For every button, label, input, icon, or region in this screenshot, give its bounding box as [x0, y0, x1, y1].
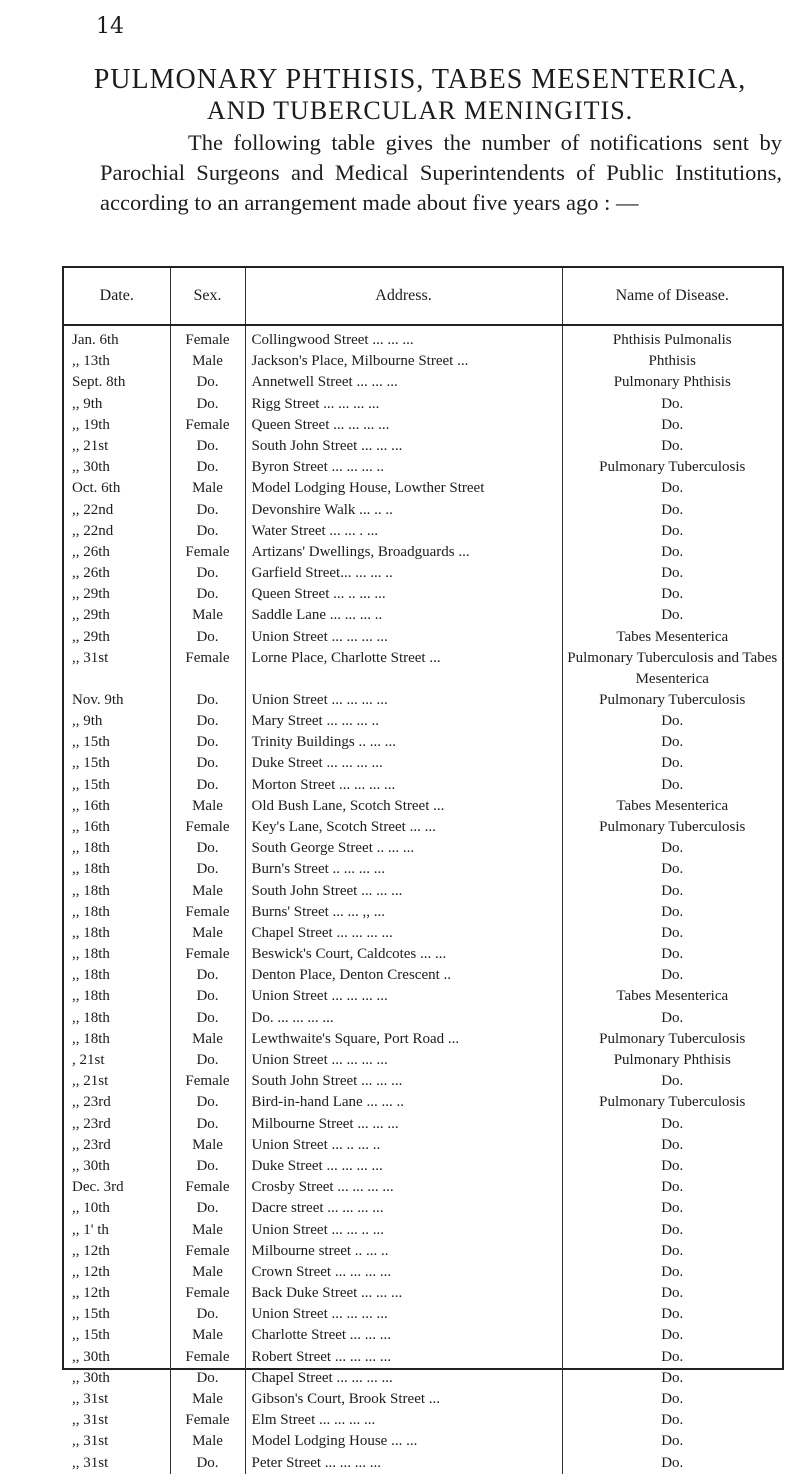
address-cell: Burn's Street .. ... ... ...: [245, 859, 562, 880]
date-cell: ,, 31st: [72, 1454, 109, 1471]
date-cell: ,, 18th: [72, 861, 110, 878]
sex-cell: Do.: [170, 732, 245, 753]
disease-cell: Do.: [562, 478, 782, 499]
date-cell: ,, 10th: [72, 1200, 110, 1217]
date-cell: ,, 23rd: [72, 1136, 111, 1153]
disease-cell: Tabes Mesenterica: [562, 627, 782, 648]
disease-cell: Do.: [562, 1008, 782, 1029]
table-row: [64, 500, 782, 521]
disease-cell: Do.: [562, 838, 782, 859]
date-cell: ,, 13th: [72, 353, 110, 370]
address-cell: Water Street ... ... . ...: [245, 521, 562, 542]
address-cell: South George Street .. ... ...: [245, 838, 562, 859]
disease-cell: Do.: [562, 1389, 782, 1410]
date-cell: ,, 30th: [72, 1348, 110, 1365]
address-cell: South John Street ... ... ...: [245, 436, 562, 457]
table-row: [64, 732, 782, 753]
date-cell: ,, 31st: [72, 1433, 109, 1450]
table-row: [64, 351, 782, 372]
date-cell: ,, 12th: [72, 1242, 110, 1259]
address-cell: Denton Place, Denton Crescent ..: [245, 965, 562, 986]
page-title: PULMONARY PHTHISIS, TABES MESENTERICA,: [93, 64, 747, 95]
disease-cell: Do.: [562, 1431, 782, 1452]
address-cell: Crosby Street ... ... ... ...: [245, 1177, 562, 1198]
sex-cell: Male: [170, 1220, 245, 1241]
sex-cell: Male: [170, 1262, 245, 1283]
table-row: [64, 775, 782, 796]
table-row: [64, 1347, 782, 1368]
table-row: [64, 1389, 782, 1410]
address-cell: Key's Lane, Scotch Street ... ...: [245, 817, 562, 838]
sex-cell: Do.: [170, 1304, 245, 1325]
table-row: [64, 1071, 782, 1092]
table-row: [64, 1220, 782, 1241]
table-header-row: [64, 268, 782, 325]
table-row: [64, 521, 782, 542]
date-cell: ,, 21st: [72, 437, 109, 454]
notifications-table: [64, 268, 782, 1474]
sex-cell: Do.: [170, 1092, 245, 1113]
address-cell: Queen Street ... .. ... ...: [245, 584, 562, 605]
table-row: [64, 944, 782, 965]
date-cell: ,, 31st: [72, 649, 109, 666]
date-cell: ,, 22nd: [72, 522, 114, 539]
sex-cell: Do.: [170, 1008, 245, 1029]
disease-cell: Phthisis Pulmonalis: [562, 325, 782, 351]
address-cell: Milbourne street .. ... ..: [245, 1241, 562, 1262]
table-row: [64, 965, 782, 986]
address-cell: Byron Street ... ... ... ..: [245, 457, 562, 478]
address-cell: Artizans' Dwellings, Broadguards ...: [245, 542, 562, 563]
sex-cell: Do.: [170, 394, 245, 415]
table-row: [64, 325, 782, 351]
table-row: [64, 457, 782, 478]
address-cell: Old Bush Lane, Scotch Street ...: [245, 796, 562, 817]
disease-cell: Pulmonary Phthisis: [562, 372, 782, 393]
table-row: [64, 627, 782, 648]
date-cell: ,, 23rd: [72, 1094, 111, 1111]
address-cell: Burns' Street ... ... ,, ...: [245, 902, 562, 923]
sex-cell: Female: [170, 1283, 245, 1304]
table-row: [64, 1198, 782, 1219]
disease-cell: Do.: [562, 1156, 782, 1177]
address-cell: Union Street ... ... ... ...: [245, 690, 562, 711]
table-body: [64, 325, 782, 1474]
address-cell: Elm Street ... ... ... ...: [245, 1410, 562, 1431]
date-cell: ,, 31st: [72, 1412, 109, 1429]
table-row: [64, 1453, 782, 1474]
sex-cell: Do.: [170, 1050, 245, 1071]
table-row: [64, 394, 782, 415]
sex-cell: Do.: [170, 500, 245, 521]
date-cell: ,, 19th: [72, 416, 110, 433]
date-cell: Jan. 6th: [72, 332, 119, 348]
disease-cell: Do.: [562, 965, 782, 986]
date-cell: , 21st: [72, 1052, 105, 1068]
disease-cell: Do.: [562, 753, 782, 774]
table-row: [64, 542, 782, 563]
disease-cell: Do.: [562, 584, 782, 605]
sex-cell: Do.: [170, 436, 245, 457]
table-row: [64, 881, 782, 902]
notifications-table-frame: [62, 266, 784, 1471]
disease-cell: Do.: [562, 415, 782, 436]
date-cell: ,, 18th: [72, 840, 110, 857]
address-cell: Union Street ... ... ... ...: [245, 1304, 562, 1325]
disease-cell: Do.: [562, 923, 782, 944]
disease-cell: Do.: [562, 1453, 782, 1474]
disease-cell: Do.: [562, 775, 782, 796]
page-number: 14: [96, 14, 124, 39]
date-cell: ,, 18th: [72, 946, 110, 963]
table-row: [64, 1431, 782, 1452]
sex-cell: Do.: [170, 584, 245, 605]
table-row: [64, 859, 782, 880]
address-cell: Beswick's Court, Caldcotes ... ...: [245, 944, 562, 965]
table-row: [64, 436, 782, 457]
address-cell: Morton Street ... ... ... ...: [245, 775, 562, 796]
address-cell: Peter Street ... ... ... ...: [245, 1453, 562, 1474]
table-row: [64, 1262, 782, 1283]
address-cell: Model Lodging House ... ...: [245, 1431, 562, 1452]
address-cell: Union Street ... ... ... ...: [245, 986, 562, 1007]
sex-cell: Male: [170, 605, 245, 626]
date-cell: ,, 12th: [72, 1263, 110, 1280]
date-cell: ,, 18th: [72, 903, 110, 920]
address-cell: Union Street ... ... ... ...: [245, 627, 562, 648]
table-row: [64, 1241, 782, 1262]
sex-cell: Male: [170, 1389, 245, 1410]
date-cell: ,, 29th: [72, 586, 110, 603]
date-cell: ,, 15th: [72, 776, 110, 793]
table-row: [64, 711, 782, 732]
sex-cell: Do.: [170, 965, 245, 986]
sex-cell: Female: [170, 542, 245, 563]
address-cell: Duke Street ... ... ... ...: [245, 753, 562, 774]
disease-cell: Tabes Mesenterica: [562, 986, 782, 1007]
date-cell: ,, 23rd: [72, 1115, 111, 1132]
table-row: [64, 986, 782, 1007]
date-cell: ,, 12th: [72, 1285, 110, 1302]
date-cell: ,, 26th: [72, 543, 110, 560]
address-cell: Robert Street ... ... ... ...: [245, 1347, 562, 1368]
address-cell: Milbourne Street ... ... ...: [245, 1114, 562, 1135]
table-row: [64, 648, 782, 690]
table-row: [64, 1092, 782, 1113]
sex-cell: Do.: [170, 859, 245, 880]
disease-cell: Do.: [562, 1241, 782, 1262]
sex-cell: Male: [170, 478, 245, 499]
disease-cell: Do.: [562, 1325, 782, 1346]
date-cell: ,, 15th: [72, 1306, 110, 1323]
sex-cell: Female: [170, 648, 245, 690]
sex-cell: Female: [170, 325, 245, 351]
disease-cell: Do.: [562, 436, 782, 457]
disease-cell: Do.: [562, 1304, 782, 1325]
address-cell: Devonshire Walk ... .. ..: [245, 500, 562, 521]
disease-cell: Do.: [562, 1283, 782, 1304]
date-cell: ,, 9th: [72, 395, 103, 412]
date-cell: ,, 21st: [72, 1073, 109, 1090]
page-subtitle: AND TUBERCULAR MENINGITIS.: [206, 96, 634, 125]
sex-cell: Do.: [170, 457, 245, 478]
disease-cell: Do.: [562, 1347, 782, 1368]
date-cell: ,, 15th: [72, 734, 110, 751]
sex-cell: Female: [170, 944, 245, 965]
sex-cell: Do.: [170, 986, 245, 1007]
disease-cell: Do.: [562, 1071, 782, 1092]
date-cell: ,, 18th: [72, 967, 110, 984]
address-cell: Annetwell Street ... ... ...: [245, 372, 562, 393]
address-cell: Lorne Place, Charlotte Street ...: [245, 648, 562, 690]
sex-cell: Do.: [170, 627, 245, 648]
disease-cell: Do.: [562, 542, 782, 563]
table-row: [64, 838, 782, 859]
column-header-disease: Name of Disease.: [562, 268, 782, 325]
sex-cell: Female: [170, 1241, 245, 1262]
disease-cell: Do.: [562, 563, 782, 584]
sex-cell: Male: [170, 1431, 245, 1452]
address-cell: Chapel Street ... ... ... ...: [245, 923, 562, 944]
date-cell: Oct. 6th: [72, 480, 121, 497]
table-row: [64, 1368, 782, 1389]
disease-cell: Tabes Mesenterica: [562, 796, 782, 817]
address-cell: Crown Street ... ... ... ...: [245, 1262, 562, 1283]
date-cell: ,, 18th: [72, 1030, 110, 1047]
sex-cell: Male: [170, 881, 245, 902]
sex-cell: Do.: [170, 690, 245, 711]
disease-cell: Do.: [562, 711, 782, 732]
address-cell: Gibson's Court, Brook Street ...: [245, 1389, 562, 1410]
disease-cell: Do.: [562, 1262, 782, 1283]
date-cell: ,, 30th: [72, 459, 110, 476]
address-cell: Rigg Street ... ... ... ...: [245, 394, 562, 415]
sex-cell: Do.: [170, 563, 245, 584]
date-cell: Dec. 3rd: [72, 1179, 124, 1196]
column-header-sex: Sex.: [170, 268, 245, 325]
disease-cell: Do.: [562, 859, 782, 880]
sex-cell: Female: [170, 817, 245, 838]
address-cell: Jackson's Place, Milbourne Street ...: [245, 351, 562, 372]
address-cell: Garfield Street... ... ... ..: [245, 563, 562, 584]
disease-cell: Do.: [562, 732, 782, 753]
sex-cell: Do.: [170, 1368, 245, 1389]
sex-cell: Female: [170, 415, 245, 436]
table-row: [64, 563, 782, 584]
address-cell: Duke Street ... ... ... ...: [245, 1156, 562, 1177]
address-cell: Saddle Lane ... ... ... ..: [245, 605, 562, 626]
address-cell: Union Street ... .. ... ..: [245, 1135, 562, 1156]
column-header-date: Date.: [64, 268, 170, 325]
date-cell: ,, 29th: [72, 607, 110, 624]
table-row: [64, 1050, 782, 1071]
sex-cell: Female: [170, 1071, 245, 1092]
disease-cell: Do.: [562, 1135, 782, 1156]
table-row: [64, 478, 782, 499]
table-row: [64, 1135, 782, 1156]
disease-cell: Do.: [562, 1177, 782, 1198]
table-row: [64, 415, 782, 436]
sex-cell: Do.: [170, 1114, 245, 1135]
sex-cell: Male: [170, 1029, 245, 1050]
disease-cell: Do.: [562, 394, 782, 415]
table-row: [64, 1283, 782, 1304]
disease-cell: Do.: [562, 521, 782, 542]
address-cell: Chapel Street ... ... ... ...: [245, 1368, 562, 1389]
sex-cell: Male: [170, 1135, 245, 1156]
sex-cell: Do.: [170, 775, 245, 796]
table-row: [64, 1008, 782, 1029]
table-row: [64, 1177, 782, 1198]
address-cell: Do. ... ... ... ...: [245, 1008, 562, 1029]
date-cell: ,, 30th: [72, 1369, 110, 1386]
address-cell: Model Lodging House, Lowther Street: [245, 478, 562, 499]
sex-cell: Female: [170, 1347, 245, 1368]
address-cell: Dacre street ... ... ... ...: [245, 1198, 562, 1219]
date-cell: ,, 18th: [72, 1009, 110, 1026]
table-row: [64, 605, 782, 626]
sex-cell: Do.: [170, 711, 245, 732]
date-cell: ,, 26th: [72, 565, 110, 582]
sex-cell: Female: [170, 1177, 245, 1198]
date-cell: Sept. 8th: [72, 374, 126, 391]
sex-cell: Do.: [170, 1198, 245, 1219]
table-row: [64, 1114, 782, 1135]
disease-cell: Pulmonary Tuberculosis: [562, 457, 782, 478]
disease-cell: Do.: [562, 1198, 782, 1219]
address-cell: Collingwood Street ... ... ...: [245, 325, 562, 351]
date-cell: ,, 15th: [72, 1327, 110, 1344]
disease-cell: Do.: [562, 944, 782, 965]
table-row: [64, 1325, 782, 1346]
sex-cell: Male: [170, 1325, 245, 1346]
sex-cell: Male: [170, 351, 245, 372]
date-cell: ,, 16th: [72, 797, 110, 814]
date-cell: ,, 16th: [72, 818, 110, 835]
date-cell: ,, 22nd: [72, 501, 114, 518]
disease-cell: Pulmonary Phthisis: [562, 1050, 782, 1071]
date-cell: ,, 15th: [72, 755, 110, 772]
disease-cell: Do.: [562, 605, 782, 626]
table-row: [64, 796, 782, 817]
sex-cell: Male: [170, 923, 245, 944]
date-cell: ,, 31st: [72, 1391, 109, 1407]
sex-cell: Do.: [170, 372, 245, 393]
address-cell: Bird-in-hand Lane ... ... ..: [245, 1092, 562, 1113]
table-row: [64, 1410, 782, 1431]
disease-cell: Do.: [562, 902, 782, 923]
intro-paragraph: The following table gives the number of notifications sent by Parochial Surgeons and Medical Superintendents of Public Institutions, according to an arrangement made about five years ago : —: [100, 130, 782, 215]
address-cell: South John Street ... ... ...: [245, 1071, 562, 1092]
address-cell: Mary Street ... ... ... ..: [245, 711, 562, 732]
sex-cell: Do.: [170, 1156, 245, 1177]
date-cell: ,, 1' th: [72, 1221, 109, 1238]
column-header-address: Address.: [245, 268, 562, 325]
address-cell: Union Street ... ... .. ...: [245, 1220, 562, 1241]
date-cell: ,, 9th: [72, 713, 103, 729]
address-cell: Back Duke Street ... ... ...: [245, 1283, 562, 1304]
sex-cell: Female: [170, 902, 245, 923]
disease-cell: Do.: [562, 881, 782, 902]
sex-cell: Do.: [170, 521, 245, 542]
address-cell: Lewthwaite's Square, Port Road ...: [245, 1029, 562, 1050]
date-cell: ,, 29th: [72, 628, 110, 645]
address-cell: Charlotte Street ... ... ...: [245, 1325, 562, 1346]
table-row: [64, 584, 782, 605]
date-cell: ,, 18th: [72, 924, 110, 941]
disease-cell: Pulmonary Tuberculosis: [562, 817, 782, 838]
disease-cell: Do.: [562, 1410, 782, 1431]
table-row: [64, 817, 782, 838]
table-row: [64, 753, 782, 774]
table-row: [64, 372, 782, 393]
sex-cell: Male: [170, 796, 245, 817]
disease-cell: Do.: [562, 1114, 782, 1135]
disease-cell: Pulmonary Tuberculosis: [562, 1092, 782, 1113]
table-row: [64, 902, 782, 923]
disease-cell: Phthisis: [562, 351, 782, 372]
disease-cell: Pulmonary Tuberculosis: [562, 690, 782, 711]
table-row: [64, 1156, 782, 1177]
disease-cell: Do.: [562, 1220, 782, 1241]
sex-cell: Do.: [170, 753, 245, 774]
table-row: [64, 690, 782, 711]
disease-cell: Do.: [562, 1368, 782, 1389]
address-cell: South John Street ... ... ...: [245, 881, 562, 902]
disease-cell: Do.: [562, 500, 782, 521]
sex-cell: Female: [170, 1410, 245, 1431]
date-cell: ,, 18th: [72, 988, 110, 1005]
date-cell: ,, 30th: [72, 1157, 110, 1174]
table-row: [64, 1304, 782, 1325]
sex-cell: Do.: [170, 838, 245, 859]
table-row: [64, 1029, 782, 1050]
date-cell: ,, 18th: [72, 882, 110, 899]
date-cell: Nov. 9th: [72, 691, 124, 708]
address-cell: Union Street ... ... ... ...: [245, 1050, 562, 1071]
disease-cell: Pulmonary Tuberculosis: [562, 1029, 782, 1050]
disease-cell: Pulmonary Tuberculosis and Tabes Mesenterica: [562, 648, 782, 690]
sex-cell: Do.: [170, 1453, 245, 1474]
address-cell: Queen Street ... ... ... ...: [245, 415, 562, 436]
table-row: [64, 923, 782, 944]
address-cell: Trinity Buildings .. ... ...: [245, 732, 562, 753]
